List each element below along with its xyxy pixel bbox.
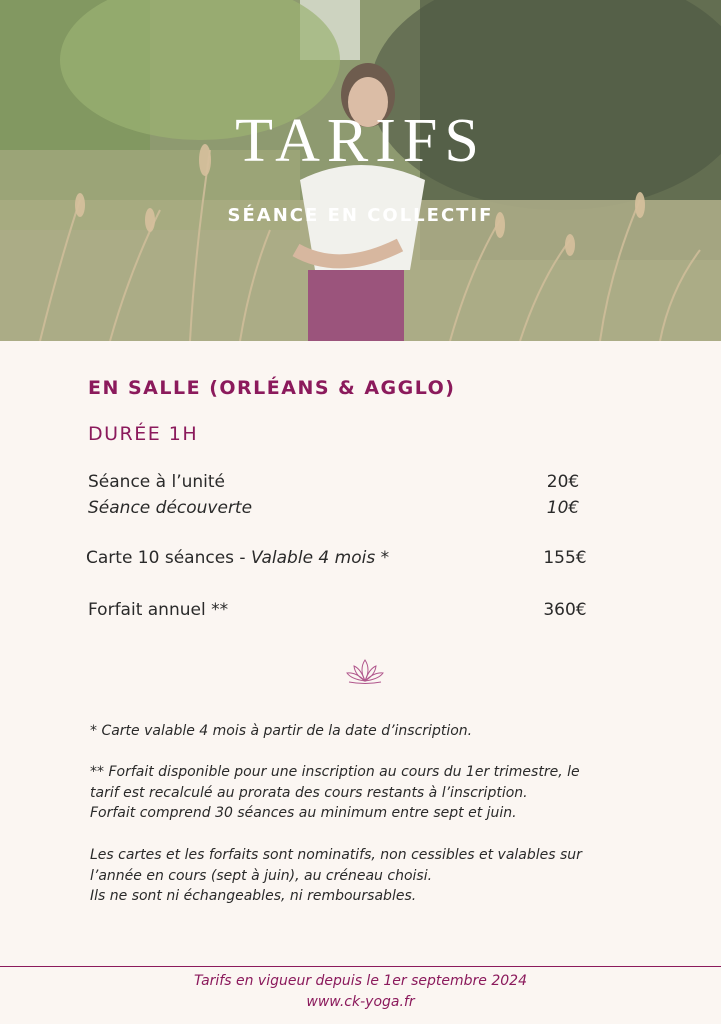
note-line: Forfait comprend 30 séances au minimum entre sept et juin.: [90, 805, 517, 821]
price-row-annual: [88, 600, 600, 620]
page-title: TARIFS: [235, 107, 486, 175]
price-label-italic: Valable 4 mois *: [250, 548, 390, 568]
lotus-icon: [346, 657, 384, 685]
note-line: * Carte valable 4 mois à partir de la date d’inscription.: [90, 723, 473, 739]
footer-divider: [0, 966, 721, 967]
note-line: l’année en cours (sept à juin), au créneau choisi.: [90, 867, 433, 884]
note-conditions: [90, 845, 635, 907]
note-card: [90, 721, 635, 742]
price-value: 10€: [546, 498, 580, 518]
price-row-card: [86, 548, 600, 568]
price-label: Séance découverte: [88, 498, 253, 518]
price-row-discovery: [88, 498, 598, 518]
note-annual: [90, 762, 635, 824]
footer-validity: Tarifs en vigueur depuis le 1er septembre 2024: [194, 973, 527, 989]
price-label: Séance à l’unité: [88, 472, 225, 492]
note-line: Ils ne sont ni échangeables, ni remboursables.: [90, 888, 417, 904]
hero-photo: [0, 0, 721, 341]
price-label: Forfait annuel **: [88, 600, 229, 620]
footer-website-link[interactable]: www.ck-yoga.fr: [306, 994, 415, 1010]
note-line: tarif est recalculé au prorata des cours restants à l’inscription.: [90, 784, 528, 801]
section-duration: DURÉE 1H: [88, 423, 199, 445]
price-value: 155€: [543, 548, 587, 568]
note-line: Les cartes et les forfaits sont nominatifs, non cessibles et valables sur: [90, 847, 582, 863]
price-label-text: Carte 10 séances -: [86, 548, 251, 568]
price-label: [86, 548, 389, 568]
price-row-single: [88, 472, 598, 492]
note-line: ** Forfait disponible pour une inscription au cours du 1er trimestre, le: [90, 764, 580, 780]
price-value: 20€: [546, 472, 580, 492]
section-title: EN SALLE (ORLÉANS & AGGLO): [88, 377, 456, 399]
page-subtitle: SÉANCE EN COLLECTIF: [227, 205, 494, 226]
price-value: 360€: [543, 600, 587, 620]
